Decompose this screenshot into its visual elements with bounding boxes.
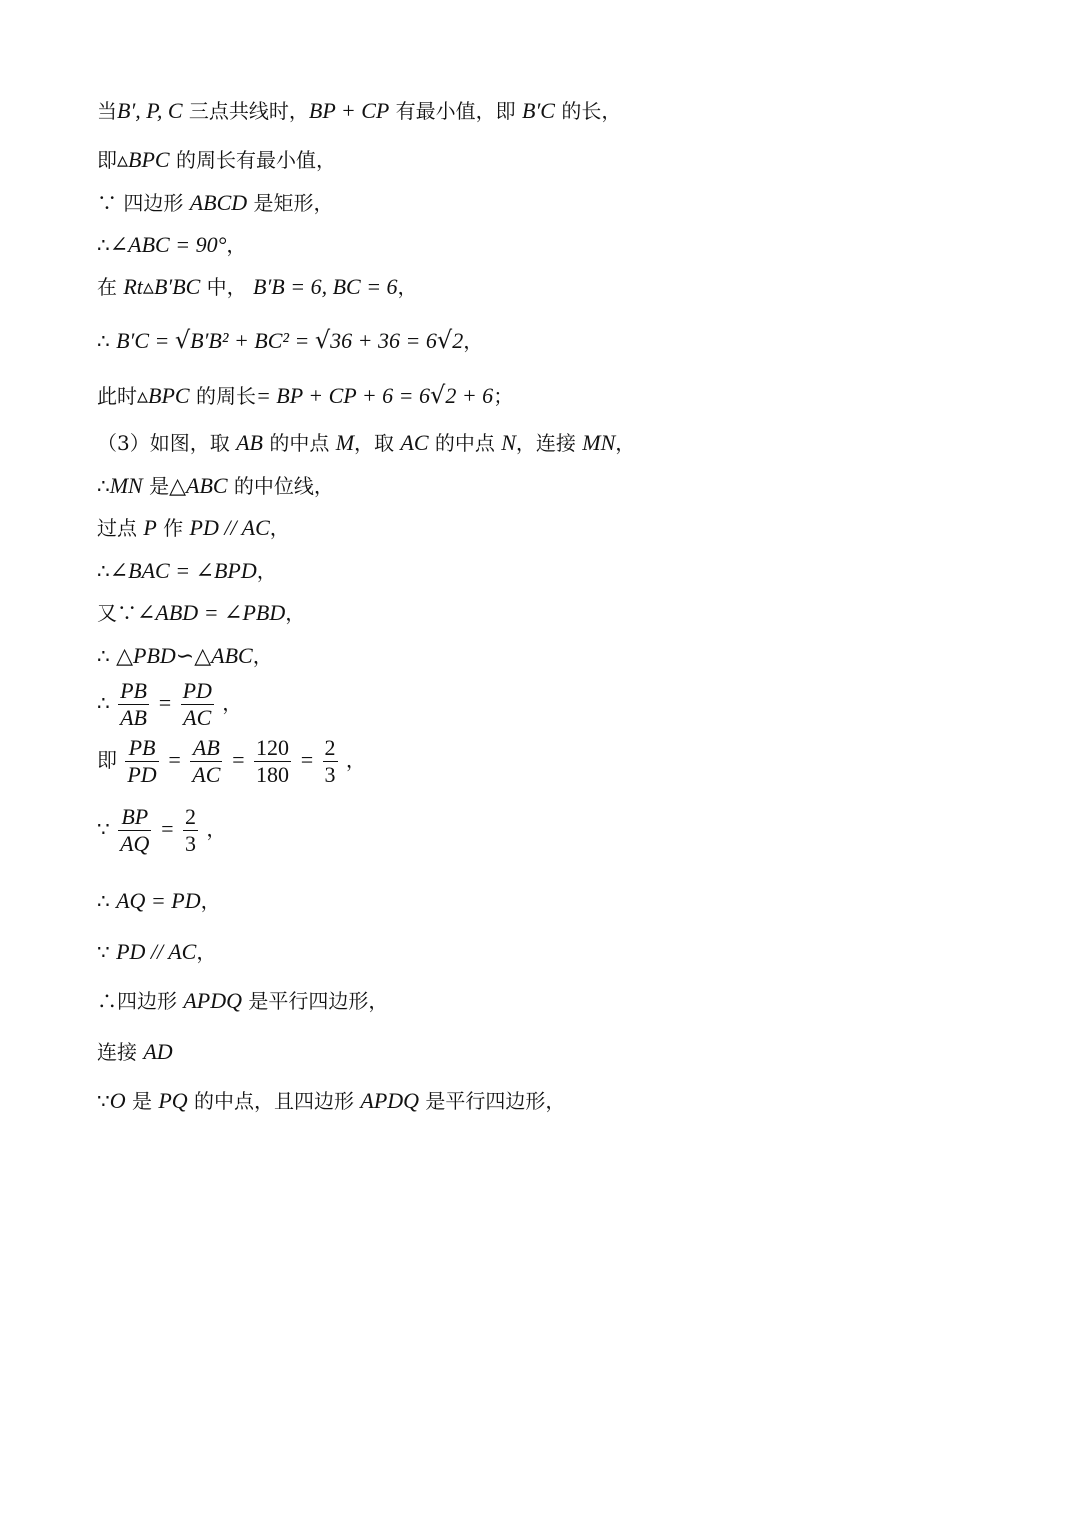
math-expression: 2 [445,383,457,408]
text-fragment: 是矩形， [247,191,334,215]
text-fragment: ， [615,431,636,455]
text-fragment: ， [285,601,306,625]
math-expression: AB [236,430,263,455]
fraction-120-180: $\frac{120}{180}$ [255,735,289,787]
text-fragment: 是平行四边形， [242,989,389,1013]
text-fragment: √ [436,326,453,354]
fraction-line-1: ∴ $\frac{PB}{AB}$ = $\frac{PD}{AC}$ ， [97,678,243,730]
math-expression: ABCD [189,190,248,215]
text-fragment: 的长， [554,99,622,123]
text-fragment: 此时 [97,384,137,408]
solution-line-10 [97,513,290,543]
solution-line-18 [97,1086,565,1116]
text-fragment: ， [256,559,277,583]
solution-line-17 [97,1037,173,1067]
math-expression: △ABC [169,473,228,498]
fraction-pb-pd: $\frac{PB}{PD}$ [127,735,157,787]
math-expression: B′C [522,98,555,123]
text-fragment: ∴ [97,329,117,353]
math-expression: APDQ [360,1088,420,1113]
text-fragment: 作 [156,516,190,540]
text-fragment: ∵ [97,1089,110,1113]
therefore-symbol: ∴ [97,691,110,715]
math-expression: PQ [158,1088,188,1113]
text-fragment: 中， [200,275,254,299]
math-expression: ▵BPC [137,383,190,408]
fraction-bp-aq: $\frac{BP}{AQ}$ [120,804,150,856]
text-fragment: 当 [97,99,117,123]
math-expression: 2 [452,328,464,353]
text-fragment: 是 [142,474,170,498]
namely-label: 即 [97,748,117,772]
text-fragment: √ [174,326,191,354]
fraction-2-3-b: $\frac{2}{3}$ [185,804,196,856]
math-expression: O [109,1088,126,1113]
text-fragment: 有最小值，即 [389,99,523,123]
text-fragment: 是 [125,1089,159,1113]
text-fragment: 过点 [97,516,144,540]
text-fragment: ，取 [354,431,401,455]
text-fragment: ∵ 四边形 [97,191,190,215]
solution-line-13 [97,641,273,671]
text-fragment: ∴ [97,889,117,913]
math-expression: B′, P, C [117,98,183,123]
text-fragment: √ [314,326,331,354]
fraction-pd-ac: $\frac{PD}{AC}$ [182,678,212,730]
text-fragment: 又∵ [97,601,137,625]
text-fragment: ， [200,889,221,913]
text-fragment: ； [493,384,514,408]
solution-line-9 [97,471,334,501]
math-expression: M [335,430,355,455]
math-expression: ∠BAC = ∠BPD [109,558,257,583]
text-fragment: ， [269,516,290,540]
text-fragment: 的中点 [262,431,336,455]
text-fragment: 三点共线时， [182,99,309,123]
fraction-line-2: 即 $\frac{PB}{PD}$ = $\frac{AB}{AC}$ = $\frac{120}{180}$ = $\frac{2}{3}$ ， [97,735,366,787]
text-fragment: √ [430,381,446,409]
math-expression: △PBD∽△ABC [116,643,253,668]
text-fragment: （3）如图，取 [97,431,237,455]
math-expression: B′C = [116,328,175,353]
text-fragment: ∴ [97,233,110,257]
fraction-ab-ac: $\frac{AB}{AC}$ [192,735,221,787]
math-expression: Rt▵B′BC [123,274,201,299]
text-fragment: 连接 [97,1040,144,1064]
solution-line-1 [97,96,621,126]
math-expression: BP + CP [308,98,390,123]
text-fragment: ， [397,275,418,299]
math-expression: ▵BPC [117,147,170,172]
math-expression: = 6 [400,328,437,353]
math-expression: = [289,328,315,353]
text-fragment: ， [463,329,484,353]
because-symbol: ∵ [97,817,110,841]
math-expression: AD [143,1039,173,1064]
text-fragment: ∴ [97,644,117,668]
math-expression: P [143,515,157,540]
text-fragment: ∵ [97,940,117,964]
text-fragment: 的中点 [428,431,502,455]
math-expression: AC [400,430,429,455]
text-fragment: ， [196,940,217,964]
text-fragment: 的周长 [189,384,256,408]
math-expression: PD // AC [189,515,270,540]
solution-line-2 [97,145,336,175]
fraction-2-3: $\frac{2}{3}$ [324,735,336,787]
math-expression: + 6 [456,383,494,408]
text-fragment: 的中位线， [227,474,334,498]
math-expression: = BP + CP + 6 = 6 [255,383,431,408]
text-fragment: ∴四边形 [97,989,184,1013]
solution-line-8 [97,428,635,458]
math-expression: B′B² + BC² [190,328,290,353]
text-fragment: 在 [97,275,124,299]
solution-line-4 [97,230,246,260]
fraction-pb-ab: $\frac{PB}{AB}$ [120,678,147,730]
math-expression: AQ = PD [116,888,201,913]
text-fragment: 即 [97,148,117,172]
math-expression: 36 + 36 [330,328,401,353]
solution-line-5 [97,272,418,302]
solution-line-15 [97,937,216,967]
solution-line-12 [97,598,305,628]
text-fragment: 的周长有最小值， [169,148,336,172]
text-fragment: ， [226,233,247,257]
math-expression: PD // AC [116,939,197,964]
math-expression: ∠ABD = ∠PBD [137,600,286,625]
solution-line-11 [97,556,277,586]
text-fragment: 的中点，且四边形 [187,1089,361,1113]
math-expression: N [501,430,516,455]
solution-line-6 [97,325,483,356]
solution-line-3 [97,188,334,218]
text-fragment: 是平行四边形， [419,1089,566,1113]
math-expression: B′B = 6, BC = 6 [253,274,398,299]
solution-line-7 [97,380,513,411]
text-fragment: ，连接 [515,431,583,455]
solution-line-16 [97,986,388,1016]
solution-line-14 [97,886,221,916]
equals-sign: = [157,690,173,715]
math-expression: MN [582,430,616,455]
math-expression: APDQ [183,988,243,1013]
math-expression: ∠ABC = 90° [109,232,227,257]
math-expression: MN [109,473,143,498]
fraction-line-3: ∵ $\frac{BP}{AQ}$ = $\frac{2}{3}$ ， [97,804,227,856]
text-fragment: ∴ [97,474,110,498]
text-fragment: ∴ [97,559,110,583]
text-fragment: ， [252,644,273,668]
